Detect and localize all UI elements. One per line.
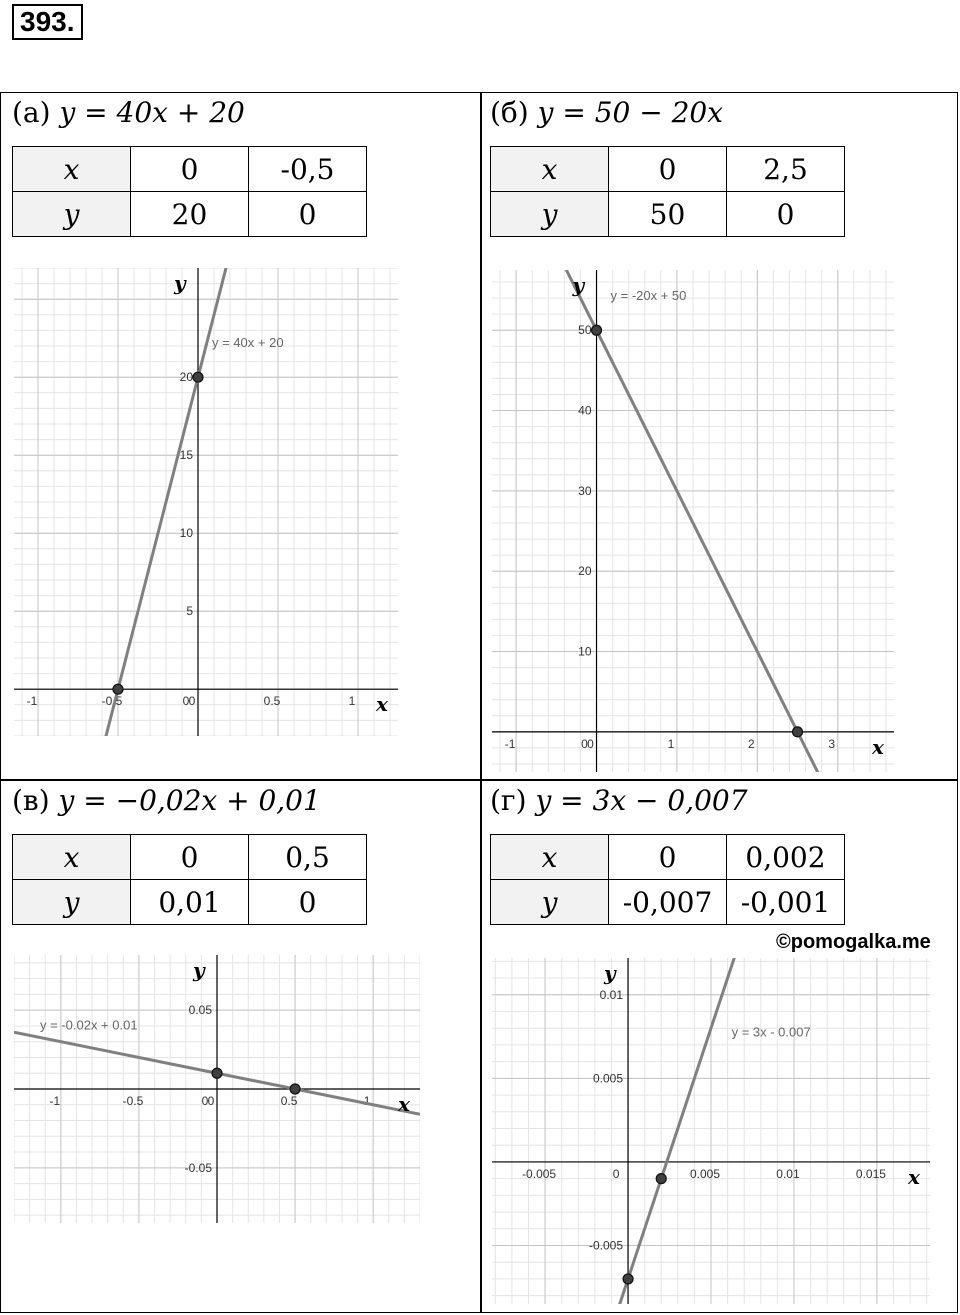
- x-axis-label: x: [376, 692, 388, 717]
- data-point: [793, 727, 803, 737]
- y-tick-label: 0.005: [593, 1071, 624, 1086]
- data-point: [592, 325, 602, 335]
- y-axis-label: y: [193, 958, 205, 982]
- panel-a-letter: (а): [12, 96, 51, 129]
- y-axis-label: y: [174, 271, 186, 295]
- x-tick-label: -1: [26, 694, 38, 709]
- line-label: y = -20x + 50: [610, 288, 687, 304]
- major-grid: [492, 958, 930, 1304]
- line-label: y = -0.02x + 0.01: [40, 1017, 138, 1033]
- panel-b-table: [490, 146, 845, 237]
- table-cell: -0,007: [609, 880, 727, 925]
- table-cell: -0,5: [249, 147, 367, 192]
- x-tick-label: -0.5: [122, 1094, 144, 1108]
- table-cell: 0: [249, 880, 367, 925]
- x-tick-label: 0.5: [280, 1094, 298, 1108]
- x-tick-label: 0: [207, 1094, 215, 1108]
- y-tick-label: -0.05: [184, 1160, 212, 1175]
- data-point: [212, 1068, 222, 1078]
- x-tick-label: -1: [504, 736, 516, 751]
- y-tick-label: 20: [578, 564, 592, 579]
- minor-grid: [14, 268, 398, 736]
- panel-b-equation: y = 50 − 20x: [537, 96, 724, 129]
- y-axis-label: y: [572, 273, 585, 297]
- line-label: y = 40x + 20: [212, 335, 284, 351]
- x-axis-label: x: [908, 1164, 920, 1189]
- x-tick-label: -1: [49, 1094, 61, 1108]
- panel-c-equation: y = −0,02x + 0,01: [58, 784, 321, 817]
- panel-d-heading: [490, 784, 748, 818]
- table-cell: -0,001: [727, 880, 845, 925]
- y-tick-label: -0.005: [589, 1238, 624, 1253]
- y-tick-label: 15: [179, 448, 193, 463]
- watermark: ©pomogalka.me: [776, 931, 931, 953]
- x-tick-label: 1: [363, 1094, 371, 1108]
- panel-divider-vertical: [480, 92, 482, 1313]
- origin-label: 0: [581, 736, 588, 751]
- y-tick-label: 0.01: [599, 987, 624, 1002]
- y-tick-label: 5: [186, 604, 193, 619]
- data-point: [623, 1274, 633, 1284]
- table-x-label: x: [13, 835, 131, 880]
- x-tick-label: 0.015: [855, 1166, 886, 1181]
- panel-d-graph: [492, 958, 930, 1304]
- panel-d-letter: (г): [490, 784, 527, 817]
- table-cell: 50: [609, 192, 727, 237]
- panel-a-table: [12, 146, 367, 237]
- panel-a-equation: y = 40x + 20: [59, 96, 245, 129]
- panel-b-graph: [492, 270, 894, 772]
- data-point: [113, 684, 123, 694]
- y-tick-label: 30: [578, 483, 592, 498]
- table-cell: 0: [609, 147, 727, 192]
- panel-d-table: [490, 834, 845, 925]
- origin-label: 0: [201, 1094, 209, 1108]
- origin-label: 0: [182, 694, 190, 709]
- table-y-label: y: [13, 192, 131, 237]
- problem-number: 393.: [12, 4, 83, 40]
- table-cell: 0: [609, 835, 727, 880]
- table-cell: 0: [131, 147, 249, 192]
- x-tick-label: 0: [188, 694, 196, 709]
- y-tick-label: 10: [179, 526, 193, 541]
- x-axis-label: x: [398, 1092, 410, 1116]
- panel-b-letter: (б): [490, 96, 529, 129]
- table-cell: 0,5: [249, 835, 367, 880]
- x-tick-label: 3: [828, 736, 836, 751]
- y-tick-label: 20: [179, 370, 193, 385]
- panel-c-heading: [12, 784, 321, 818]
- table-cell: 0: [727, 192, 845, 237]
- panel-divider-horizontal: [0, 779, 958, 781]
- table-y-label: y: [491, 192, 609, 237]
- x-axis-label: x: [872, 734, 884, 759]
- table-y-label: y: [13, 880, 131, 925]
- origin-label: 0: [612, 1166, 620, 1181]
- data-point: [193, 372, 203, 382]
- table-x-label: x: [491, 147, 609, 192]
- y-tick-label: 50: [578, 323, 592, 338]
- table-x-label: x: [13, 147, 131, 192]
- line-label: y = 3x - 0.007: [731, 1024, 811, 1040]
- table-y-label: y: [491, 880, 609, 925]
- panel-a-heading: [12, 96, 245, 130]
- x-tick-label: 1: [348, 694, 356, 709]
- y-axis-label: y: [604, 961, 616, 985]
- y-tick-label: 10: [578, 644, 592, 659]
- x-tick-label: -0.5: [101, 694, 123, 709]
- panel-a-graph: [14, 268, 398, 736]
- table-cell: 0,01: [131, 880, 249, 925]
- y-tick-label: 40: [578, 403, 592, 418]
- x-tick-label: 0: [587, 736, 594, 751]
- x-tick-label: 2: [747, 736, 755, 751]
- x-tick-label: 0.01: [776, 1166, 800, 1181]
- data-point: [290, 1084, 300, 1094]
- x-tick-label: 1: [667, 736, 675, 751]
- panel-c-graph: [14, 955, 420, 1223]
- panel-b-heading: [490, 96, 723, 130]
- table-cell: 0,002: [727, 835, 845, 880]
- x-tick-label: 0.005: [689, 1166, 721, 1181]
- table-x-label: x: [491, 835, 609, 880]
- panel-d-equation: y = 3x − 0,007: [535, 784, 748, 817]
- panel-c-table: [12, 834, 367, 925]
- table-cell: 2,5: [727, 147, 845, 192]
- table-cell: 0: [249, 192, 367, 237]
- x-tick-label: -0.005: [522, 1166, 557, 1181]
- table-cell: 0: [131, 835, 249, 880]
- x-tick-label: 0.5: [263, 694, 281, 709]
- data-point: [656, 1174, 666, 1184]
- axes: [14, 955, 420, 1223]
- table-cell: 20: [131, 192, 249, 237]
- panel-c-letter: (в): [12, 784, 50, 817]
- y-tick-label: 0.05: [188, 1003, 212, 1018]
